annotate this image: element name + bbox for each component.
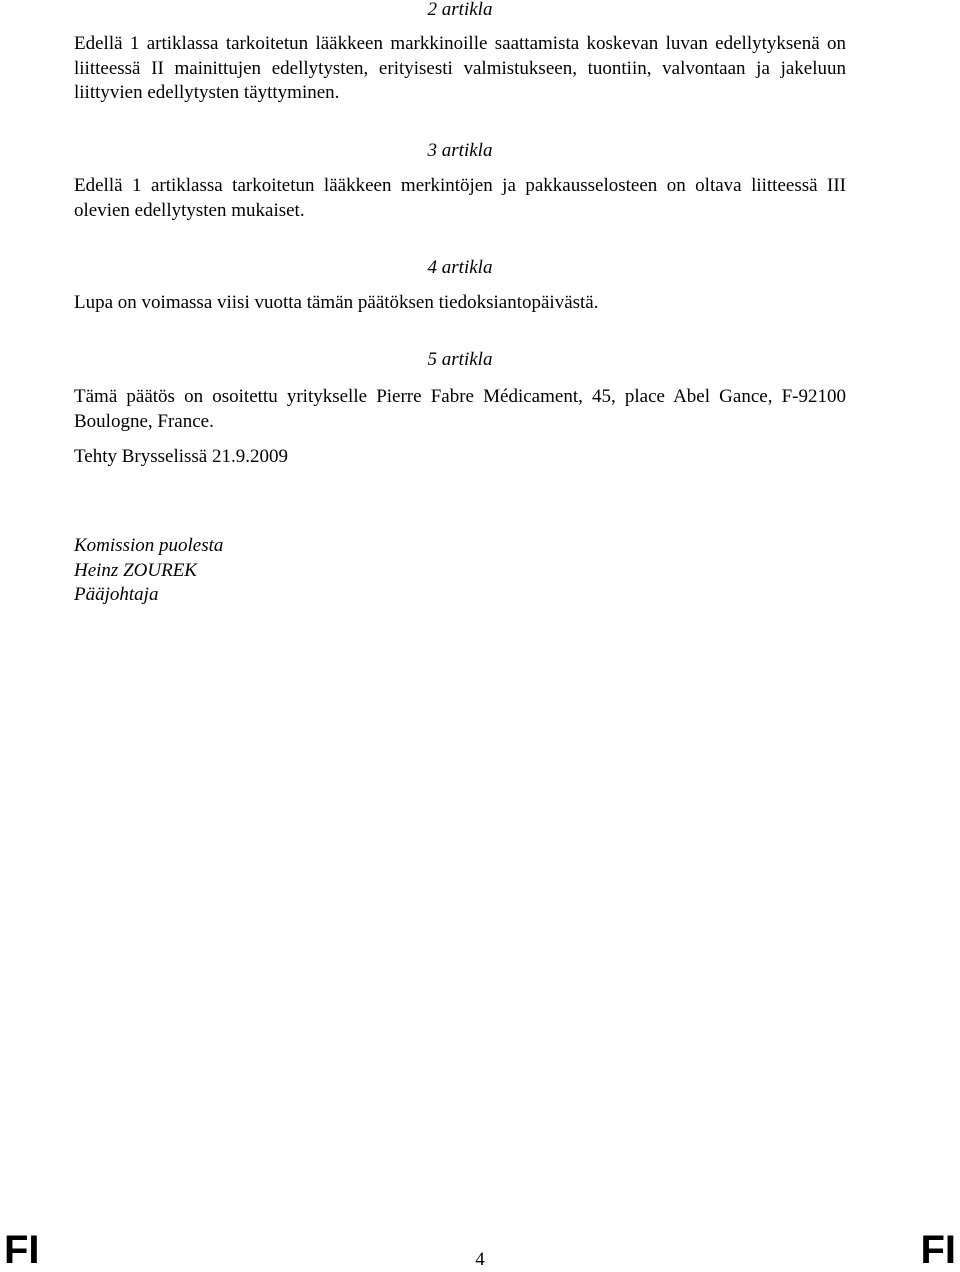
article-5-heading: 5 artikla: [427, 349, 493, 370]
page-number: 4: [475, 1249, 485, 1270]
signature-block: [74, 534, 223, 608]
article-4-heading: 4 artikla: [427, 257, 493, 278]
article-2-text: Edellä 1 artiklassa tarkoitetun lääkkeen markkinoille saattamista koskevan luvan edellytyksenä on liitteessä II mainittujen edellytysten, erityisesti valmistukseen, tuontiin, valvontaan ja jakeluun liittyvien edellytysten täyttyminen.: [74, 33, 846, 103]
article-4-text: Lupa on voimassa viisi vuotta tämän päätöksen tiedoksiantopäivästä.: [74, 292, 599, 313]
footer-language-left: FI: [4, 1228, 40, 1272]
article-2-heading: 2 artikla: [427, 0, 493, 20]
signature-name: Heinz ZOUREK: [74, 559, 197, 581]
signature-title: Pääjohtaja: [74, 584, 159, 605]
article-3-heading: 3 artikla: [427, 140, 493, 161]
document-page: [74, 0, 846, 1270]
signature-on-behalf: Komission puolesta: [74, 535, 224, 556]
place-and-date: Tehty Brysselissä 21.9.2009: [74, 446, 288, 467]
footer-language-right: FI: [920, 1228, 956, 1272]
article-3-text: Edellä 1 artiklassa tarkoitetun lääkkeen merkintöjen ja pakkausselosteen on oltava liitteessä III olevien edellytysten mukaiset.: [74, 175, 846, 221]
article-5-text: Tämä päätös on osoitettu yritykselle Pierre Fabre Médicament, 45, place Abel Gance, F-92100 Boulogne, France.: [74, 386, 846, 432]
